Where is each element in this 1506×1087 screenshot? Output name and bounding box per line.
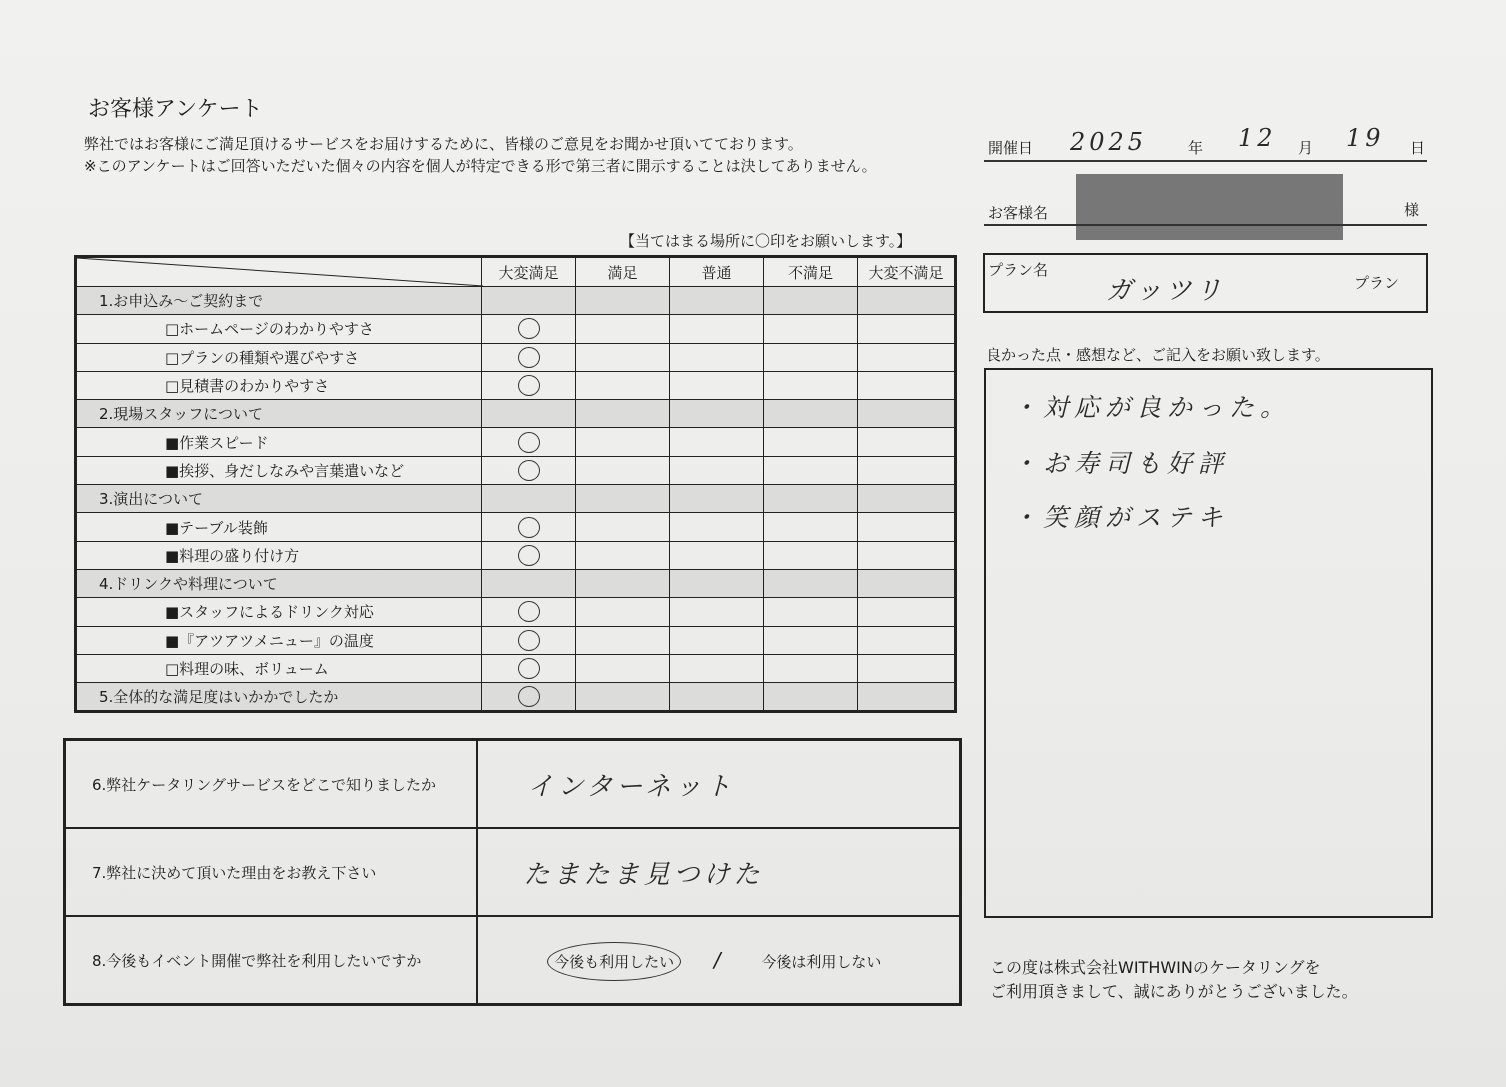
rating-cell[interactable]: [764, 428, 858, 456]
item-label: □見積書のわかりやすさ: [76, 371, 482, 399]
rating-cell[interactable]: [576, 626, 670, 654]
rating-cell[interactable]: [482, 598, 576, 626]
category-row: [76, 287, 956, 315]
question-row-8: [65, 916, 961, 1005]
rating-cell[interactable]: [764, 598, 858, 626]
question-row-7: [65, 828, 961, 916]
item-label: ■『アツアツメニュー』の温度: [76, 626, 482, 654]
circle-mark: [518, 460, 540, 481]
circle-mark: [518, 347, 540, 368]
rating-cell: [764, 287, 858, 315]
rating-cell[interactable]: [482, 541, 576, 569]
category-label: 5.全体的な満足度はいかかでしたか: [76, 683, 482, 712]
rating-cell[interactable]: [576, 343, 670, 371]
rating-cell[interactable]: [482, 371, 576, 399]
rating-cell: [858, 287, 956, 315]
rating-cell[interactable]: [670, 343, 764, 371]
rating-cell: [858, 485, 956, 513]
item-label: ■挨拶、身だしなみや言葉遣いなど: [76, 456, 482, 484]
intro-line-1: 弊社ではお客様にご満足頂けるサービスをお届けするために、皆様のご意見をお聞かせ頂いてております。: [84, 135, 803, 153]
item-label: ■作業スピード: [76, 428, 482, 456]
table-row: [76, 626, 956, 654]
rating-cell[interactable]: [764, 343, 858, 371]
rating-cell: [670, 485, 764, 513]
rating-cell[interactable]: [670, 513, 764, 541]
question-7-answer-cell[interactable]: [477, 828, 961, 916]
rating-cell[interactable]: [764, 654, 858, 682]
rating-cell[interactable]: [482, 654, 576, 682]
rating-cell[interactable]: [670, 371, 764, 399]
event-month: 12: [1238, 124, 1277, 152]
table-row: [76, 371, 956, 399]
rating-header-row: [76, 257, 956, 287]
event-year: 2025: [1070, 128, 1148, 156]
rating-cell: [670, 287, 764, 315]
rating-cell[interactable]: [482, 315, 576, 343]
rating-cell[interactable]: [670, 456, 764, 484]
comments-label: 良かった点・感想など、ご記入をお願い致します。: [986, 346, 1330, 364]
rating-cell: [576, 569, 670, 597]
category-row: [76, 485, 956, 513]
rating-cell[interactable]: [858, 654, 956, 682]
rating-cell[interactable]: [670, 315, 764, 343]
table-row: [76, 654, 956, 682]
comment-line-3: ・笑顔がステキ: [1012, 503, 1229, 532]
rating-cell[interactable]: [764, 683, 858, 712]
category-row: [76, 683, 956, 712]
item-label: □ホームページのわかりやすさ: [76, 315, 482, 343]
rating-cell[interactable]: [858, 683, 956, 712]
rating-cell[interactable]: [482, 456, 576, 484]
rating-cell[interactable]: [764, 315, 858, 343]
category-row: [76, 569, 956, 597]
rating-cell[interactable]: [576, 683, 670, 712]
rating-cell[interactable]: [764, 371, 858, 399]
rating-cell[interactable]: [764, 456, 858, 484]
rating-cell[interactable]: [764, 626, 858, 654]
rating-cell[interactable]: [858, 315, 956, 343]
question-7-label: 7.弊社に決めて頂いた理由をお教え下さい: [65, 828, 477, 916]
rating-cell[interactable]: [482, 626, 576, 654]
question-7-answer: たまたま見つけた: [523, 859, 764, 890]
customer-name-redacted: [1076, 174, 1343, 240]
col-header-very-satisfied: 大変満足: [482, 257, 576, 287]
category-row: [76, 400, 956, 428]
col-header-satisfied: 満足: [576, 257, 670, 287]
question-6-label: 6.弊社ケータリングサービスをどこで知りましたか: [65, 740, 477, 829]
col-header-dissatisfied: 不満足: [764, 257, 858, 287]
option-yes-label: 今後も利用したい: [554, 953, 675, 971]
event-day: 19: [1346, 124, 1385, 152]
diagonal-line: [77, 258, 483, 286]
table-row: [76, 315, 956, 343]
customer-name-underline: [984, 224, 1427, 226]
event-year-unit: 年: [1188, 139, 1204, 157]
comment-line-1: ・対応が良かった。: [1012, 393, 1292, 422]
rating-cell[interactable]: [576, 598, 670, 626]
question-6-answer-cell[interactable]: [477, 740, 961, 829]
circle-mark: [518, 318, 540, 339]
rating-cell[interactable]: [576, 315, 670, 343]
event-date-underline: [984, 160, 1427, 162]
rating-cell: [670, 400, 764, 428]
rating-cell: [482, 287, 576, 315]
event-date-label: 開催日: [988, 139, 1034, 157]
rating-cell[interactable]: [482, 428, 576, 456]
table-row: [76, 456, 956, 484]
question-table: [63, 738, 962, 1006]
category-label: 1.お申込み～ご契約まで: [76, 287, 482, 315]
rating-cell: [482, 400, 576, 428]
question-8-options: [477, 916, 961, 1005]
survey-title: お客様アンケート: [88, 97, 263, 122]
rating-cell[interactable]: [670, 626, 764, 654]
header-corner: [76, 257, 482, 287]
rating-cell: [482, 485, 576, 513]
rating-cell[interactable]: [576, 541, 670, 569]
rating-cell[interactable]: [764, 541, 858, 569]
circle-mark: [518, 375, 540, 396]
item-label: ■テーブル装飾: [76, 513, 482, 541]
item-label: □プランの種類や選びやすさ: [76, 343, 482, 371]
circle-mark: [518, 517, 540, 538]
rating-cell[interactable]: [670, 654, 764, 682]
comment-line-2: ・お寿司も好評: [1012, 449, 1230, 478]
event-month-unit: 月: [1298, 139, 1314, 157]
rating-body: [76, 287, 956, 712]
intro-line-2: ※このアンケートはご回答いただいた個々の内容を個人が特定できる形で第三者に開示することは決してありません。: [84, 157, 877, 175]
rating-table: [74, 255, 957, 713]
rating-cell[interactable]: [482, 683, 576, 712]
rating-cell[interactable]: [576, 456, 670, 484]
rating-cell[interactable]: [858, 428, 956, 456]
rating-cell[interactable]: [670, 683, 764, 712]
col-header-very-dissatisfied: 大変不満足: [858, 257, 956, 287]
item-label: ■スタッフによるドリンク対応: [76, 598, 482, 626]
thank-you-line-2: ご利用頂きまして、誠にありがとうございました。: [990, 982, 1358, 1001]
rating-cell: [482, 569, 576, 597]
rating-cell: [576, 400, 670, 428]
table-row: [76, 428, 956, 456]
event-day-unit: 日: [1410, 139, 1426, 157]
rating-cell[interactable]: [576, 428, 670, 456]
rating-cell[interactable]: [764, 513, 858, 541]
rating-cell[interactable]: [858, 541, 956, 569]
rating-cell[interactable]: [670, 598, 764, 626]
item-label: ■料理の盛り付け方: [76, 541, 482, 569]
rating-cell[interactable]: [858, 371, 956, 399]
circle-mark: [518, 686, 540, 707]
question-6-answer: インターネット: [527, 771, 736, 802]
rating-cell[interactable]: [858, 513, 956, 541]
category-label: 2.現場スタッフについて: [76, 400, 482, 428]
rating-cell[interactable]: [576, 513, 670, 541]
rating-cell[interactable]: [482, 343, 576, 371]
item-label: □料理の味、ボリューム: [76, 654, 482, 682]
rating-cell[interactable]: [670, 428, 764, 456]
rating-cell[interactable]: [858, 598, 956, 626]
rating-cell: [764, 485, 858, 513]
option-yes[interactable]: [555, 953, 673, 971]
survey-intro: [84, 133, 964, 177]
question-8-label: 8.今後もイベント開催で弊社を利用したいですか: [65, 916, 477, 1005]
table-row: [76, 598, 956, 626]
question-row-6: [65, 740, 961, 829]
thank-you-message: [990, 956, 1358, 1004]
table-row: [76, 343, 956, 371]
rating-cell[interactable]: [576, 654, 670, 682]
thank-you-line-1: この度は株式会社WITHWINのケータリングを: [990, 958, 1321, 977]
rating-cell: [670, 569, 764, 597]
rating-cell[interactable]: [858, 626, 956, 654]
circle-mark: [518, 545, 540, 566]
circle-mark: [518, 601, 540, 622]
rating-cell[interactable]: [858, 343, 956, 371]
rating-cell[interactable]: [670, 541, 764, 569]
rating-cell: [576, 485, 670, 513]
rating-cell: [858, 400, 956, 428]
rating-cell[interactable]: [482, 513, 576, 541]
option-separator: /: [713, 948, 721, 972]
table-row: [76, 513, 956, 541]
option-yes-circle: [547, 942, 681, 981]
circle-mark: [518, 432, 540, 453]
customer-name-suffix: 様: [1404, 201, 1420, 219]
category-label: 4.ドリンクや料理について: [76, 569, 482, 597]
plan-suffix: プラン: [1354, 274, 1400, 292]
rating-cell: [858, 569, 956, 597]
col-header-neutral: 普通: [670, 257, 764, 287]
plan-value: ガッツリ: [1106, 276, 1226, 306]
rating-instruction: 【当てはまる場所に〇印をお願いします。】: [620, 232, 912, 250]
rating-cell: [764, 569, 858, 597]
customer-name-label: お客様名: [988, 204, 1049, 222]
rating-cell[interactable]: [858, 456, 956, 484]
plan-label: プラン名: [988, 261, 1049, 279]
rating-cell: [576, 287, 670, 315]
circle-mark: [518, 658, 540, 679]
rating-cell[interactable]: [576, 371, 670, 399]
option-no[interactable]: 今後は利用しない: [761, 953, 882, 971]
category-label: 3.演出について: [76, 485, 482, 513]
circle-mark: [518, 630, 540, 651]
table-row: [76, 541, 956, 569]
rating-cell: [764, 400, 858, 428]
